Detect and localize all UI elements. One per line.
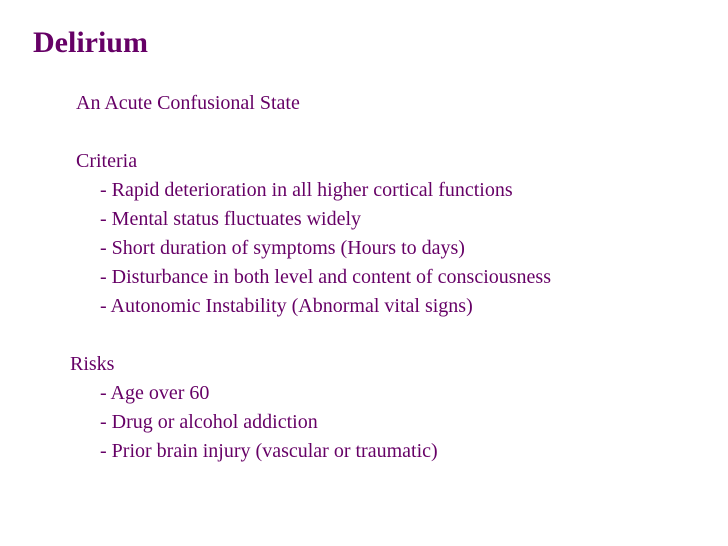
risks-item: - Prior brain injury (vascular or traumatic) [100, 440, 438, 462]
criteria-item: - Disturbance in both level and content of consciousness [100, 266, 551, 288]
criteria-item: - Rapid deterioration in all higher cortical functions [100, 179, 513, 201]
subtitle: An Acute Confusional State [76, 92, 300, 114]
criteria-item: - Mental status fluctuates widely [100, 208, 362, 230]
risks-heading: Risks [70, 353, 115, 375]
criteria-heading: Criteria [76, 150, 138, 172]
slide-title: Delirium [33, 26, 148, 59]
risks-item: - Drug or alcohol addiction [100, 411, 318, 433]
criteria-item: - Short duration of symptoms (Hours to days) [100, 237, 465, 259]
risks-item: - Age over 60 [100, 382, 210, 404]
criteria-item: - Autonomic Instability (Abnormal vital signs) [100, 295, 473, 317]
